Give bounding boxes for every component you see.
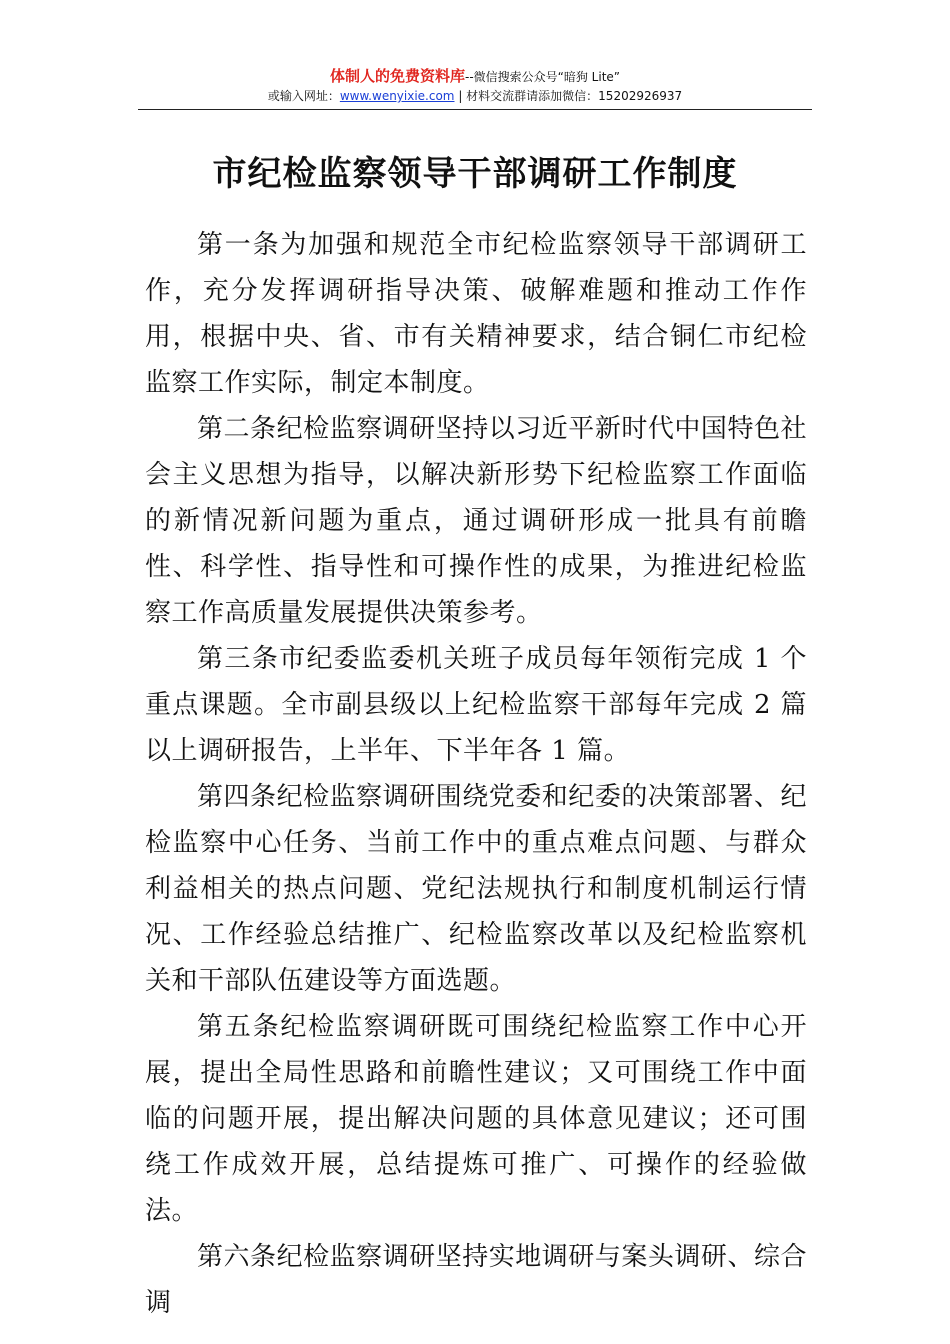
contact-text: | 材料交流群请添加微信：15202926937 — [454, 89, 683, 103]
header-divider — [138, 109, 812, 110]
header-line-2 — [138, 87, 812, 105]
website-link[interactable]: www.wenyixie.com — [339, 89, 455, 103]
wechat-note: --微信搜索公众号“暗狗 Lite” — [464, 70, 621, 84]
document-body — [145, 222, 807, 1326]
page-header — [138, 66, 812, 105]
paragraph-article-6: 第六条纪检监察调研坚持实地调研与案头调研、综合调 — [145, 1242, 807, 1318]
document-title: 市纪检监察领导干部调研工作制度 — [212, 154, 738, 194]
paragraph-article-4: 第四条纪检监察调研围绕党委和纪委的决策部署、纪检监察中心任务、当前工作中的重点难点问题、与群众利益相关的热点问题、党纪法规执行和制度机制运行情况、工作经验总结推广、纪检监察改革以及纪检监察机关和干部队伍建设等方面选题。 — [145, 782, 807, 996]
brand-text: 体制人的免费资料库 — [329, 67, 465, 85]
paragraph-article-5: 第五条纪检监察调研既可围绕纪检监察工作中心开展，提出全局性思路和前瞻性建议；又可围绕工作中面临的问题开展，提出解决问题的具体意见建议；还可围绕工作成效开展，总结提炼可推广、可操作的经验做法。 — [145, 1012, 807, 1226]
paragraph-article-1: 第一条为加强和规范全市纪检监察领导干部调研工作，充分发挥调研指导决策、破解难题和推动工作作用，根据中央、省、市有关精神要求，结合铜仁市纪检监察工作实际，制定本制度。 — [145, 230, 807, 398]
header-line-1 — [138, 66, 812, 87]
url-prefix: 或输入网址： — [267, 89, 340, 103]
paragraph-article-3: 第三条市纪委监委机关班子成员每年领衔完成 1 个重点课题。全市副县级以上纪检监察干部每年完成 2 篇以上调研报告，上半年、下半年各 1 篇。 — [145, 644, 807, 766]
paragraph-article-2: 第二条纪检监察调研坚持以习近平新时代中国特色社会主义思想为指导，以解决新形势下纪检监察工作面临的新情况新问题为重点，通过调研形成一批具有前瞻性、科学性、指导性和可操作性的成果，为推进纪检监察工作高质量发展提供决策参考。 — [145, 414, 807, 628]
